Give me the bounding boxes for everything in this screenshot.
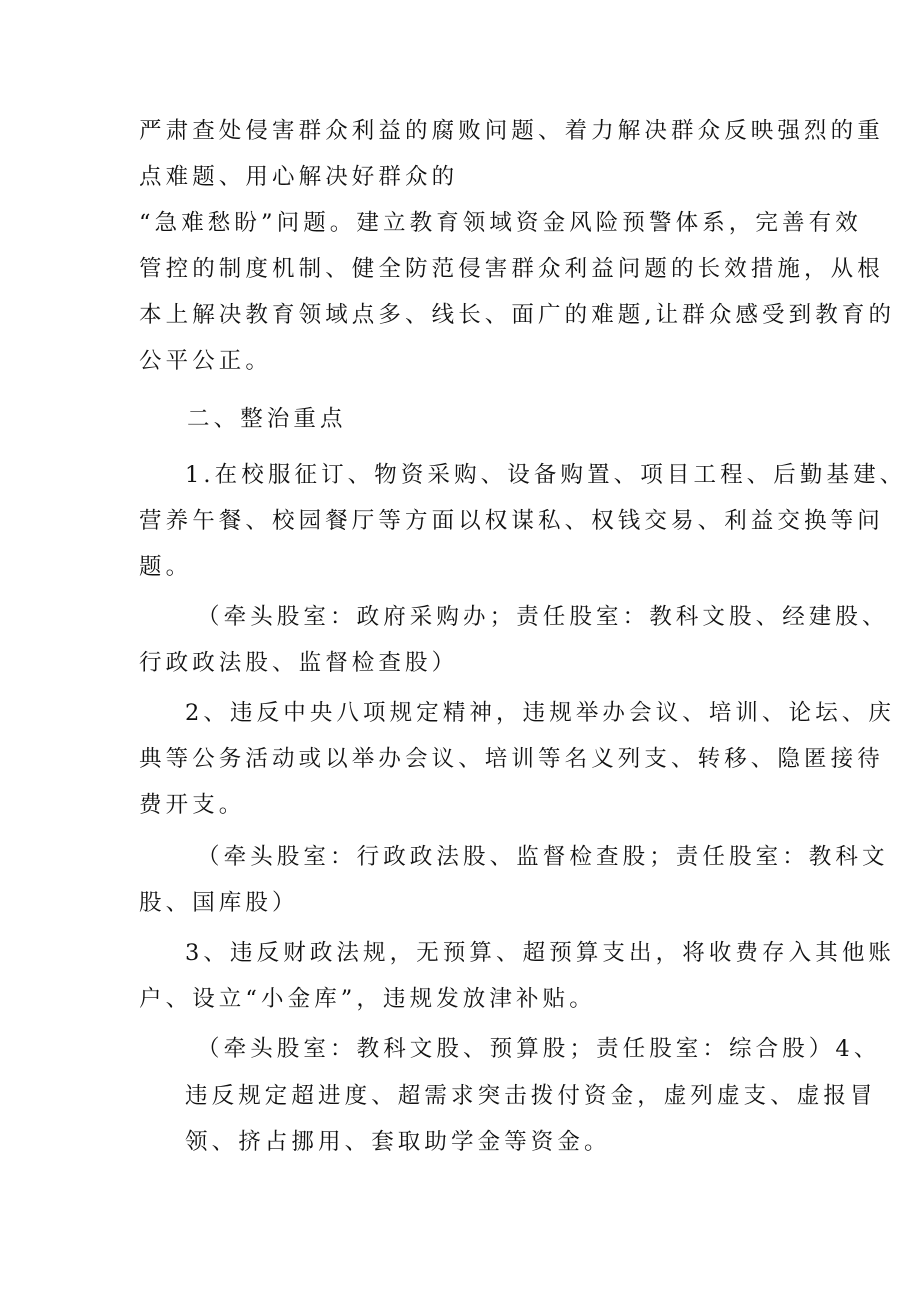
text-line: 3、违反财政法规，无预算、超预算支出，将收费存入其他账 — [185, 940, 896, 966]
text-line: 营养午餐、校园餐厅等方面以权谋私、权钱交易、利益交换等问 — [139, 508, 884, 534]
text-line: 违反规定超进度、超需求突击拨付资金，虚列虚支、虚报冒 — [185, 1083, 877, 1109]
text-line: （牵头股室：政府采购办；责任股室：教科文股、经建股、 — [197, 604, 889, 630]
text-line: 本上解决教育领域点多、线长、面广的难题,让群众感受到教育的 — [139, 302, 896, 328]
text-line: 费开支。 — [139, 792, 246, 818]
text-line: 领、挤占挪用、套取助学金等资金。 — [185, 1129, 611, 1155]
text-line: “急难愁盼”问题。建立教育领域资金风险预警体系，完善有效 — [139, 210, 862, 236]
text-line: （牵头股室：教科文股、预算股；责任股室：综合股）4、 — [197, 1036, 881, 1062]
text-line: 管控的制度机制、健全防范侵害群众利益问题的长效措施，从根 — [139, 256, 884, 282]
text-line: 1.在校服征订、物资采购、设备购置、项目工程、后勤基建、 — [185, 462, 907, 488]
text-line: 行政政法股、监督检查股） — [139, 650, 459, 676]
text-line: 题。 — [139, 554, 193, 580]
text-line: （牵头股室：行政政法股、监督检查股；责任股室：教科文 — [197, 844, 889, 870]
section-heading: 二、整治重点 — [187, 406, 347, 432]
text-line: 公平公正。 — [139, 348, 273, 374]
text-line: 严肃查处侵害群众利益的腐败问题、着力解决群众反映强烈的重 — [139, 118, 884, 144]
text-line: 户、设立“小金库”，违规发放津补贴。 — [139, 986, 596, 1012]
text-line: 2、违反中央八项规定精神，违规举办会议、培训、论坛、庆 — [185, 700, 896, 726]
text-line: 点难题、用心解决好群众的 — [139, 164, 459, 190]
text-line: 典等公务活动或以举办会议、培训等名义列支、转移、隐匿接待 — [139, 746, 884, 772]
text-line: 股、国库股） — [139, 890, 299, 916]
